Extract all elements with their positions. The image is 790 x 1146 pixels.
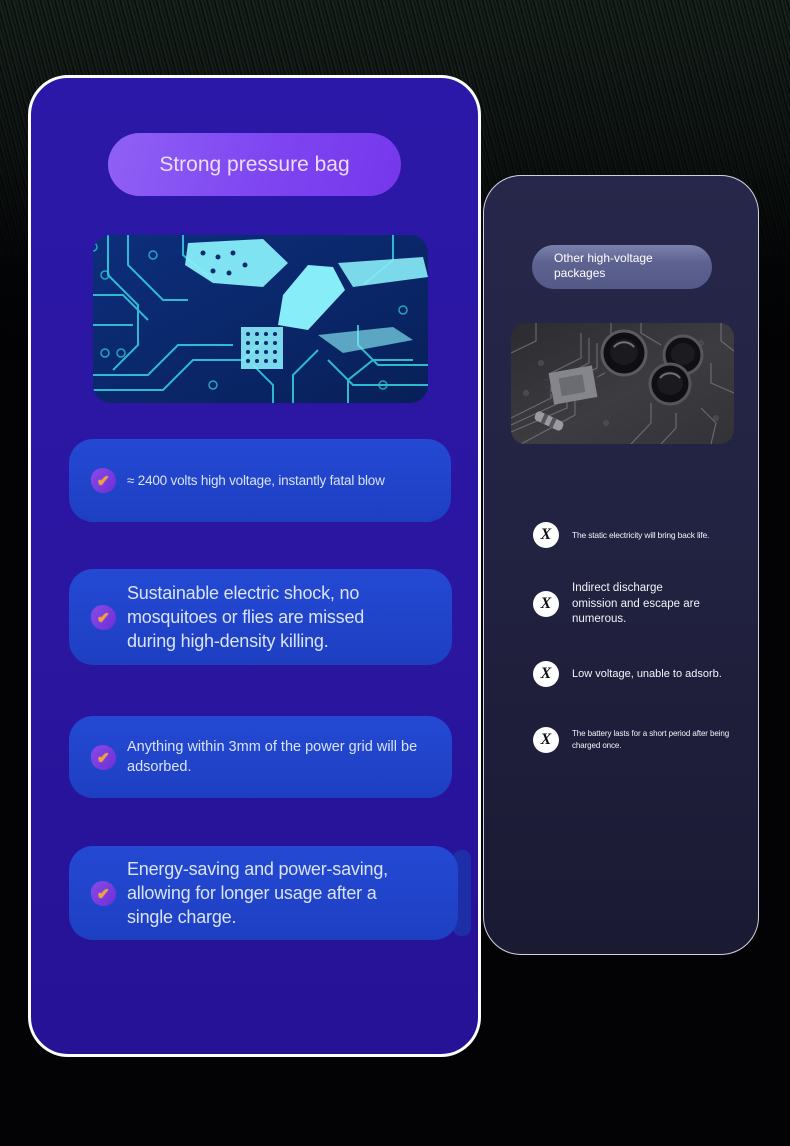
competitor-title-badge — [532, 245, 712, 289]
cross-glyph: X — [540, 526, 552, 543]
check-glyph: ✔ — [97, 609, 110, 627]
check-glyph: ✔ — [97, 885, 110, 903]
product-title: Strong pressure bag — [159, 152, 350, 176]
check-glyph: ✔ — [97, 749, 110, 767]
blue-circuit-image — [93, 235, 428, 403]
drawback-item — [533, 661, 722, 687]
drawback-item — [533, 727, 752, 753]
feature-item — [69, 439, 451, 522]
feature-text: ≈ 2400 volts high voltage, instantly fatal blow — [127, 473, 385, 488]
cross-icon — [533, 727, 559, 753]
drawback-text: Low voltage, unable to adsorb. — [572, 668, 722, 680]
competitor-panel — [483, 175, 759, 955]
check-icon — [90, 743, 117, 770]
cross-icon — [533, 522, 559, 548]
cross-glyph: X — [540, 665, 552, 682]
product-title-badge — [108, 133, 401, 196]
drawback-item — [533, 522, 709, 548]
feature-item — [69, 846, 458, 940]
cross-glyph: X — [540, 595, 552, 613]
feature-item — [69, 716, 452, 798]
gray-circuit-image — [511, 323, 734, 444]
cross-icon — [533, 661, 559, 687]
competitor-title: Other high-voltage packages — [554, 251, 653, 280]
blue-circuit-art — [93, 235, 428, 403]
feature-text: Anything within 3mm of the power grid will be adsorbed. — [127, 738, 418, 775]
check-icon — [90, 467, 117, 494]
drawback-text: Indirect discharge omission and escape are numerous. — [572, 582, 700, 626]
feature-item — [69, 569, 452, 665]
feature-text: Energy-saving and power-saving, allowing for longer usage after a single charge. — [127, 858, 388, 928]
drawback-text: The static electricity will bring back life. — [572, 530, 710, 540]
gray-circuit-art — [511, 323, 734, 444]
drawback-item — [533, 581, 702, 628]
check-glyph: ✔ — [97, 472, 110, 490]
product-panel — [28, 75, 481, 1057]
drawback-text: The battery lasts for a short period after being charged once. — [572, 729, 730, 750]
check-icon — [90, 879, 117, 906]
cross-glyph: X — [540, 731, 552, 748]
check-icon — [90, 603, 117, 630]
feature-text: Sustainable electric shock, no mosquitoes or flies are missed during high-density killing. — [127, 582, 365, 652]
cross-icon — [533, 591, 559, 617]
